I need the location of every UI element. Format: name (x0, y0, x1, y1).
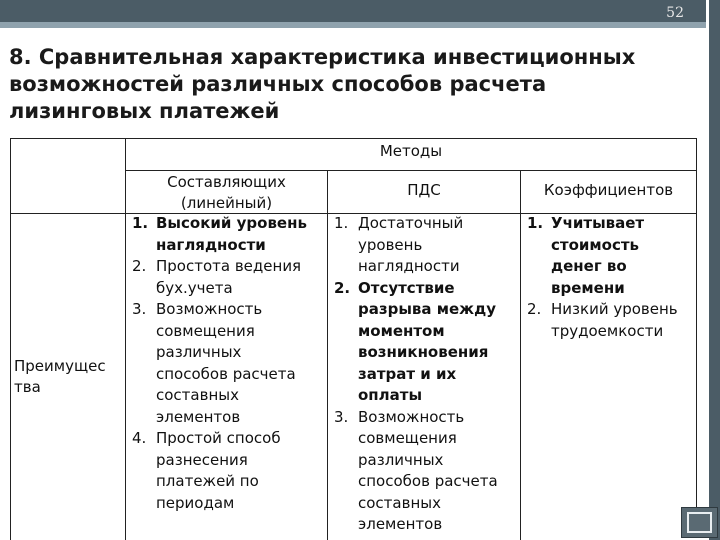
item-text: времени (551, 278, 625, 297)
list-item (521, 299, 696, 342)
top-bar (0, 0, 706, 28)
table-border-top (10, 138, 696, 139)
column-2-list (328, 213, 520, 536)
table-border-right (696, 138, 697, 508)
item-text: уровень (358, 235, 423, 254)
item-number: 3. (334, 407, 349, 426)
item-text: Низкий уровень (551, 300, 678, 318)
item-text: Отсутствие (358, 278, 455, 297)
item-text: разнесения (156, 450, 248, 469)
item-text: различных (358, 450, 444, 469)
item-text: способов расчета (156, 364, 296, 383)
item-text: возникновения (358, 343, 489, 361)
item-text: периодам (156, 493, 235, 512)
right-stripe (709, 0, 720, 540)
end-show-button[interactable] (681, 507, 718, 538)
item-text: наглядности (358, 257, 460, 275)
item-text: оплаты (358, 386, 423, 404)
item-number: 1. (132, 214, 149, 232)
item-number: 1. (527, 214, 544, 232)
slide-title (9, 44, 699, 125)
item-text: бух.учета (156, 278, 233, 297)
item-text: элементов (156, 407, 241, 426)
column-header: ПДС (407, 181, 441, 199)
item-text: совмещения (358, 429, 457, 447)
list-item (328, 407, 520, 536)
item-number: 1. (334, 214, 349, 232)
item-text: платежей по (156, 472, 259, 490)
item-number: 2. (334, 278, 351, 297)
table-border-left (10, 138, 11, 540)
item-text: Высокий уровень (156, 214, 307, 232)
slide-number: 52 (666, 5, 684, 21)
row-label: Преимущес (14, 357, 106, 375)
item-text: затрат и их (358, 364, 457, 383)
item-text: Учитывает (551, 214, 645, 232)
column-header: (линейный) (180, 194, 273, 212)
item-text: стоимость (551, 235, 640, 254)
list-item (328, 213, 520, 278)
item-number: 2. (132, 257, 147, 275)
table-divider-methods (125, 170, 696, 171)
item-text: денег во (551, 257, 627, 275)
item-text: наглядности (156, 235, 266, 254)
top-bar-accent (0, 22, 706, 28)
item-text: способов расчета (358, 472, 498, 490)
item-text: Простота ведения (156, 257, 302, 275)
title-line: возможностей различных способов расчета (9, 72, 547, 96)
item-text: Возможность (156, 300, 263, 318)
item-number: 3. (132, 300, 147, 318)
methods-header: Методы (379, 142, 443, 160)
list-item (521, 213, 696, 299)
item-text: Возможность (358, 407, 465, 426)
item-text: элементов (358, 515, 443, 533)
item-text: совмещения (156, 321, 255, 340)
column-header: Коэффициентов (543, 181, 674, 199)
row-label: тва (14, 378, 41, 396)
list-item (126, 428, 327, 514)
list-item (126, 256, 327, 299)
item-text: составных (358, 493, 441, 512)
item-number: 4. (132, 429, 147, 447)
column-1-list (126, 213, 327, 514)
title-line: лизинговых платежей (9, 99, 280, 123)
column-header: Составляющих (167, 173, 286, 191)
list-item (328, 278, 520, 407)
end-show-icon (687, 512, 712, 533)
item-text: различных (156, 343, 242, 361)
item-text: Простой способ (156, 429, 281, 447)
item-text: разрыва между (358, 300, 496, 318)
title-line: 8. Сравнительная характеристика инвестиционных (9, 45, 636, 69)
item-text: трудоемкости (551, 321, 664, 340)
item-text: составных (156, 386, 239, 404)
item-text: моментом (358, 321, 445, 340)
item-text: Достаточный (358, 214, 464, 232)
list-item (126, 213, 327, 256)
column-3-list (521, 213, 696, 342)
list-item (126, 299, 327, 428)
item-number: 2. (527, 300, 542, 318)
